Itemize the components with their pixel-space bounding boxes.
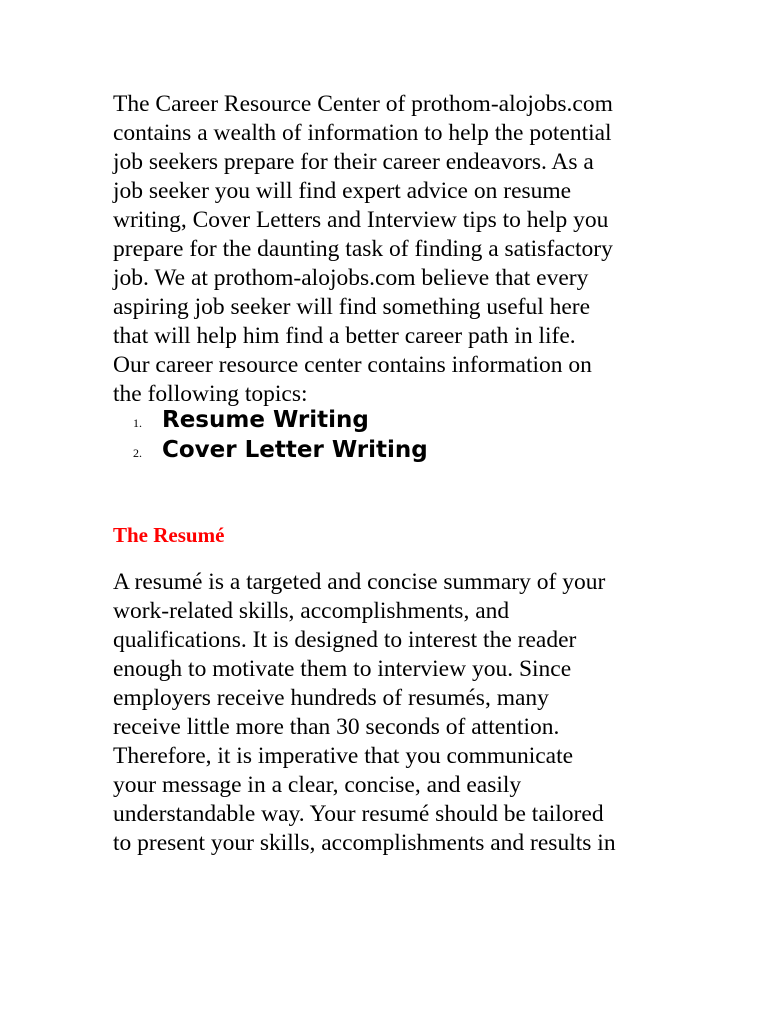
resume-line: enough to motivate them to interview you. Since [113, 656, 572, 682]
intro-line: contains a wealth of information to help the potential [113, 120, 612, 146]
intro-line: writing, Cover Letters and Interview tips to help you [113, 207, 609, 233]
intro-paragraph [113, 90, 673, 409]
topic-number: 1. [133, 416, 142, 430]
resume-line: qualifications. It is designed to interest the reader [113, 627, 577, 653]
intro-line: job. We at prothom-alojobs.com believe that every [113, 265, 589, 291]
topic-item-cover-letter-writing [113, 437, 428, 467]
resume-paragraph [113, 568, 673, 858]
resume-line: understandable way. Your resumé should be tailored [113, 801, 604, 827]
resume-line: A resumé is a targeted and concise summary of your [113, 569, 606, 595]
topic-number: 2. [133, 446, 142, 460]
resume-line: work-related skills, accomplishments, and [113, 598, 510, 624]
resume-line: your message in a clear, concise, and easily [113, 772, 522, 798]
topic-label: Cover Letter Writing [162, 437, 428, 463]
topic-item-resume-writing [113, 407, 428, 437]
topics-list [113, 407, 428, 467]
intro-line: aspiring job seeker will find something useful here [113, 294, 591, 320]
intro-line: The Career Resource Center of prothom-alojobs.com [113, 91, 613, 117]
resume-line: to present your skills, accomplishments and results in [113, 830, 616, 856]
resume-line: employers receive hundreds of resumés, many [113, 685, 549, 711]
resume-section-heading: The Resumé [113, 523, 225, 547]
intro-line: job seekers prepare for their career endeavors. As a [113, 149, 594, 175]
topic-label: Resume Writing [162, 407, 369, 433]
resume-line: receive little more than 30 seconds of attention. [113, 714, 560, 740]
intro-line: Our career resource center contains information on [113, 352, 592, 378]
intro-line: the following topics: [113, 381, 308, 407]
intro-line: that will help him find a better career path in life. [113, 323, 576, 349]
intro-line: prepare for the daunting task of finding a satisfactory [113, 236, 613, 262]
resume-line: Therefore, it is imperative that you communicate [113, 743, 574, 769]
intro-line: job seeker you will find expert advice on resume [113, 178, 572, 204]
